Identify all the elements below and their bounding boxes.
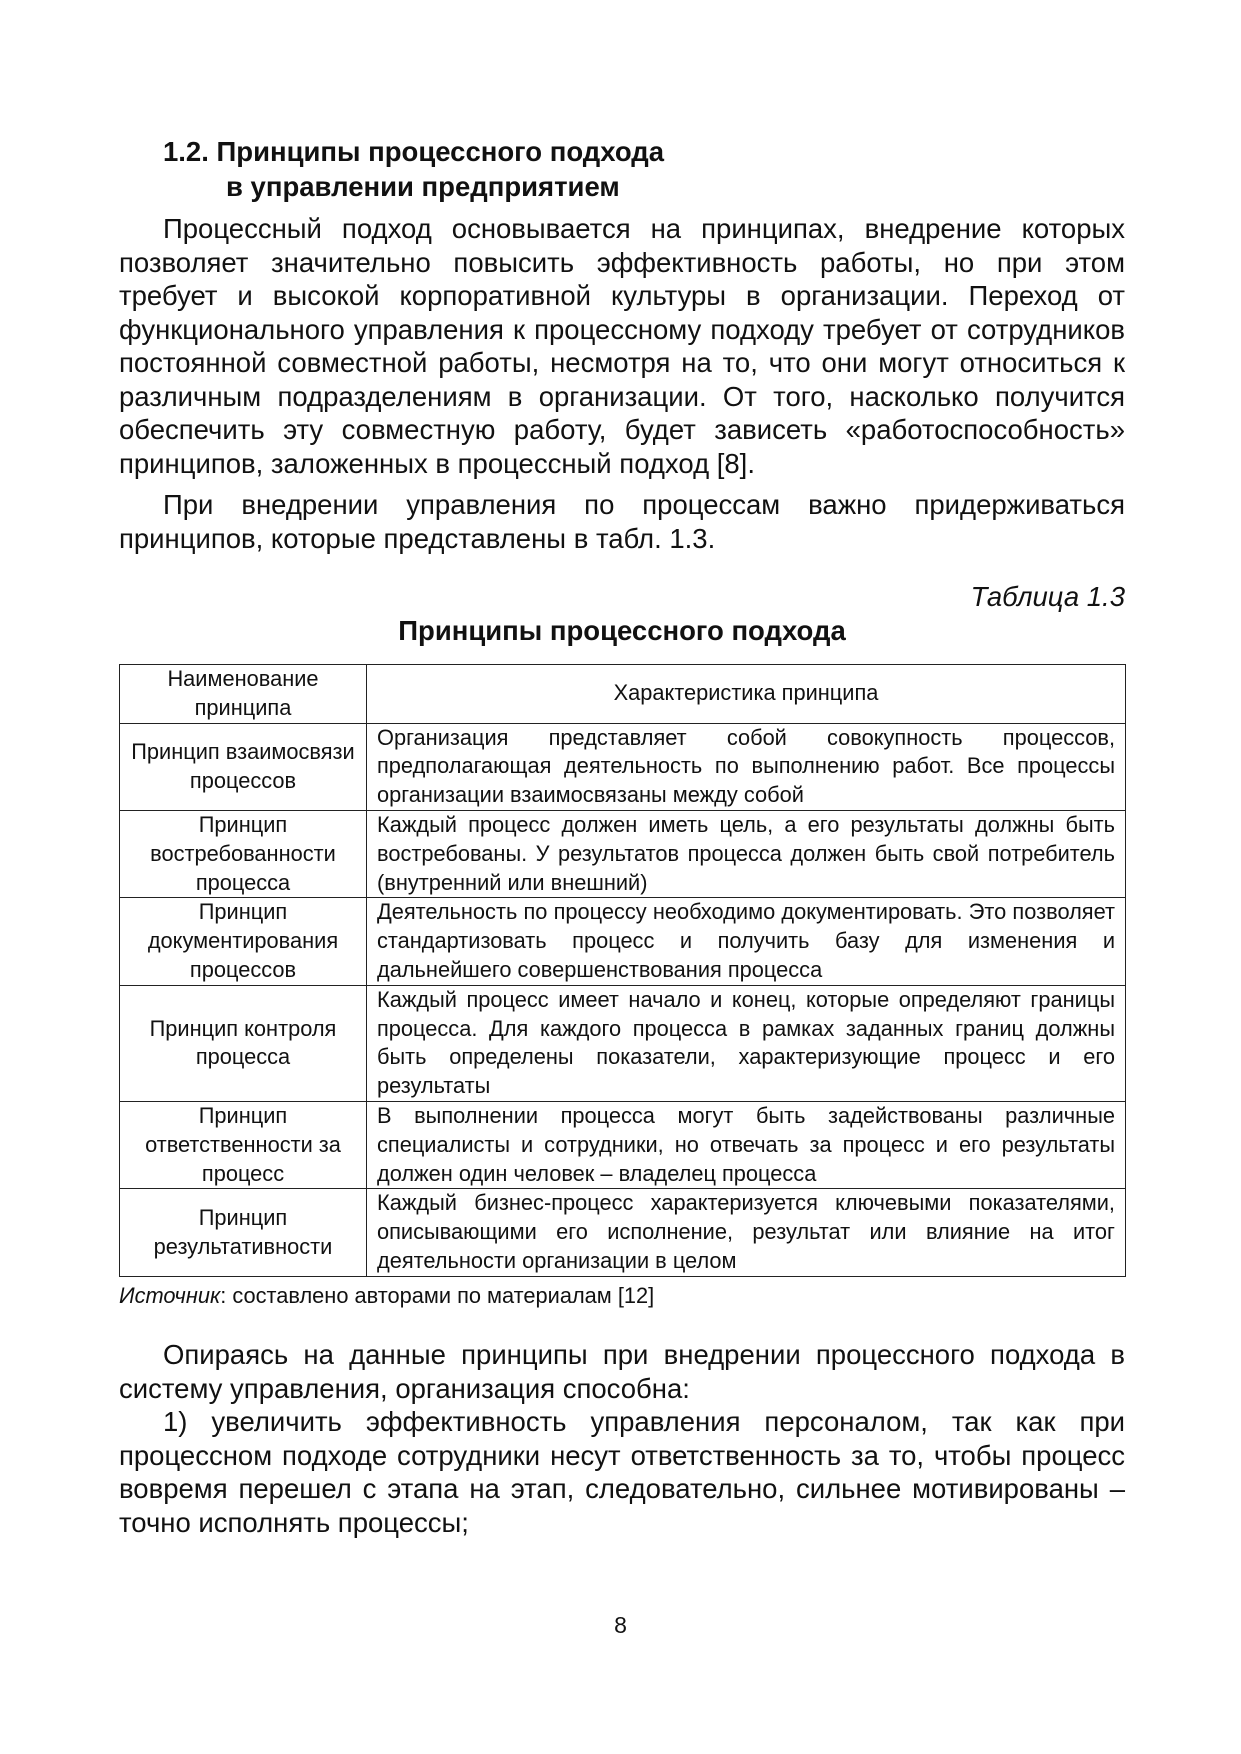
header-cell-description: Характеристика принципа (367, 665, 1126, 724)
table-row (120, 810, 1126, 897)
principle-name-cell: Принцип контроля процесса (120, 985, 367, 1101)
table-row (120, 1101, 1126, 1188)
source-label: Источник (119, 1283, 221, 1308)
principle-name-cell: Принцип востребованности процесса (120, 810, 367, 897)
section-heading-line-1: 1.2. Принципы процессного подхода (163, 136, 665, 167)
principle-description-cell: Каждый процесс должен иметь цель, а его результаты должны быть востребованы. У результатов процесса должен быть свой потребитель (внутренний или внешний) (367, 810, 1126, 897)
table-reference-paragraph: При внедрении управления по процессам важно придерживаться принципов, которые представлены в табл. 1.3. (119, 489, 1125, 554)
page-number: 8 (614, 1612, 627, 1638)
principle-name-cell: Принцип результативности (120, 1189, 367, 1276)
intro-paragraph: Процессный подход основывается на принципах, внедрение которых позволяет значительно повысить эффективность работы, но при этом требует и высокой корпоративной культуры в организации. Переход от функционального управления к процессному подходу требует от сотрудников постоянной совместной работы, несмотря на то, что они могут относиться к различным подразделениям в организации. От того, насколько получится обеспечить эту совместную работу, будет зависеть «работоспособность» принципов, заложенных в процессный подход [8]. (119, 213, 1125, 479)
section-heading-line-2: в управлении предприятием (226, 171, 620, 202)
list-item-1: 1) увеличить эффективность управления персоналом, так как при процессном подходе сотрудники несут ответственность за то, чтобы процесс вовремя перешел с этапа на этап, следовательно, сильнее мотивированы – точно исполнять процессы; (119, 1406, 1125, 1538)
section-heading (163, 134, 1063, 204)
principle-name-cell: Принцип документирования процессов (120, 898, 367, 985)
table-title: Принципы процессного подхода (398, 615, 846, 646)
table-source-note (119, 1282, 1125, 1310)
table-caption: Таблица 1.3 (970, 581, 1125, 612)
table-row (120, 723, 1126, 810)
principle-description-cell: Организация представляет собой совокупность процессов, предполагающая деятельность по выполнению работ. Все процессы организации взаимосвязаны между собой (367, 723, 1126, 810)
table-header-row (120, 665, 1126, 724)
principle-name-cell: Принцип ответственности за процесс (120, 1101, 367, 1188)
principles-table (119, 664, 1126, 1277)
header-cell-name: Наименование принципа (120, 665, 367, 724)
table-row (120, 985, 1126, 1101)
principle-description-cell: В выполнении процесса могут быть задействованы различные специалисты и сотрудники, но отвечать за процесс и его результаты должен один человек – владелец процесса (367, 1101, 1126, 1188)
table-row (120, 898, 1126, 985)
principle-description-cell: Деятельность по процессу необходимо документировать. Это позволяет стандартизовать процесс и получить базу для изменения и дальнейшего совершенствования процесса (367, 898, 1126, 985)
principle-name-cell: Принцип взаимосвязи процессов (120, 723, 367, 810)
table-row (120, 1189, 1126, 1276)
principle-description-cell: Каждый бизнес-процесс характеризуется ключевыми показателями, описывающими его исполнение, результат или влияние на итог деятельности организации в целом (367, 1189, 1126, 1276)
closing-paragraph: Опираясь на данные принципы при внедрении процессного подхода в систему управления, организация способна: (119, 1339, 1125, 1404)
source-text: : составлено авторами по материалам [12] (220, 1283, 655, 1308)
principle-description-cell: Каждый процесс имеет начало и конец, которые определяют границы процесса. Для каждого процесса в рамках заданных границ должны быть определены показатели, характеризующие процесс и его результаты (367, 985, 1126, 1101)
